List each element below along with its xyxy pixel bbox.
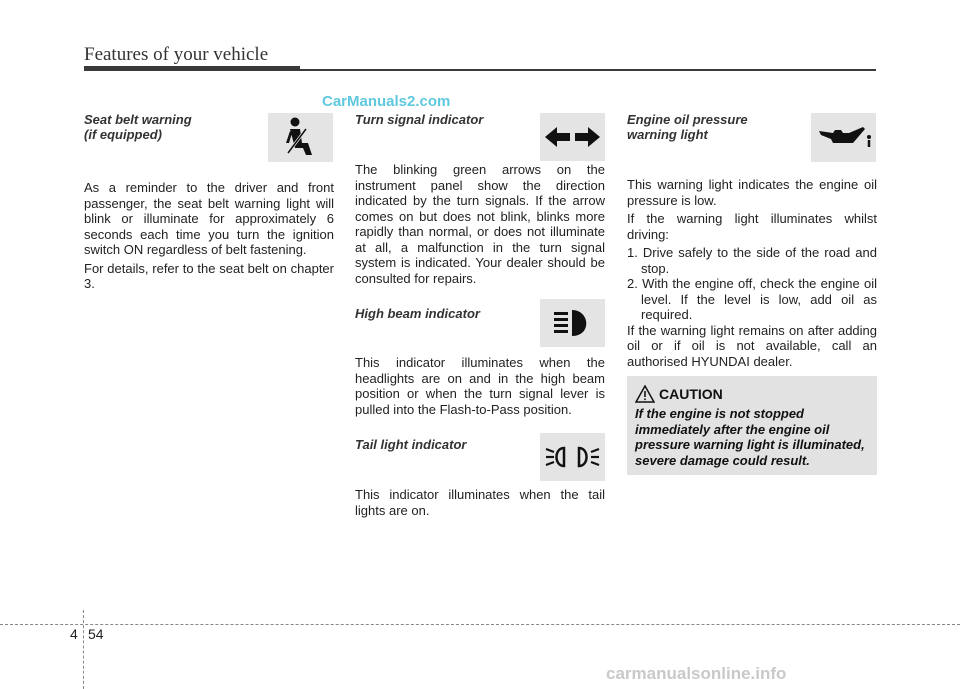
seat-belt-title-line1: Seat belt warning xyxy=(84,112,192,127)
high-beam-text: This indicator illuminates when the headlights are on and in the high beam position or when the turn signal lever is pulled into the Flash-to-Pass position. xyxy=(355,355,605,417)
header-rule-thick xyxy=(84,66,300,71)
engine-oil-paragraph-3: If the warning light remains on after adding oil or if oil is not available, call an authorised HYUNDAI dealer. xyxy=(627,322,877,369)
caution-text: If the engine is not stopped immediately after the engine oil pressure warning light is illuminated, severe damage could result. xyxy=(635,406,865,468)
high-beam-title: High beam indicator xyxy=(355,306,480,321)
engine-oil-paragraph-2: If the warning light illuminates whilst driving: xyxy=(627,211,877,242)
footer-divider xyxy=(83,610,84,689)
turn-signal-title: Turn signal indicator xyxy=(355,112,484,127)
tail-light-text: This indicator illuminates when the tail lights are on. xyxy=(355,487,605,518)
engine-oil-title-line2: warning light xyxy=(627,127,708,142)
watermark-bottom[interactable]: carmanualsonline.info xyxy=(606,664,787,683)
tail-light-icon xyxy=(540,433,605,481)
oil-can-icon xyxy=(811,113,876,162)
warning-triangle-icon xyxy=(635,385,655,403)
seat-belt-paragraph-2: For details, refer to the seat belt on chapter 3. xyxy=(84,260,334,291)
seat-belt-paragraph-1: As a reminder to the driver and front passenger, the seat belt warning light will blink or illuminate for approximately 6 seconds each time you turn the ignition switch ON regardless of belt fastening. xyxy=(84,180,334,257)
watermark-top[interactable]: CarManuals2.com xyxy=(322,93,451,110)
turn-signal-arrows-icon xyxy=(540,113,605,161)
engine-oil-title-line1: Engine oil pressure xyxy=(627,112,748,127)
engine-oil-paragraph-1: This warning light indicates the engine oil pressure is low. xyxy=(627,177,877,208)
caution-box xyxy=(627,376,877,475)
seat-belt-icon xyxy=(268,113,333,162)
header-title: Features of your vehicle xyxy=(84,44,269,65)
header-rule-thin xyxy=(300,69,876,71)
tail-light-title: Tail light indicator xyxy=(355,437,467,452)
engine-oil-step-2: 2. With the engine off, check the engine oil level. If the level is low, add oil as required. xyxy=(627,276,877,322)
turn-signal-text: The blinking green arrows on the instrument panel show the direction indicated by the turn signals. If the arrow comes on but does not blink, blinks more rapidly than normal, or does not illuminate at all, a malfunction in the turn signal system is indicated. Your dealer should be consulted for repairs. xyxy=(355,162,605,286)
footer-rule xyxy=(0,624,960,625)
engine-oil-step-1: 1. Drive safely to the side of the road and stop. xyxy=(627,245,877,276)
high-beam-icon xyxy=(540,299,605,347)
page-chapter: 4 xyxy=(70,626,78,642)
seat-belt-title-line2: (if equipped) xyxy=(84,127,162,142)
caution-heading: CAUTION xyxy=(659,386,723,402)
page-number: 54 xyxy=(88,626,104,642)
